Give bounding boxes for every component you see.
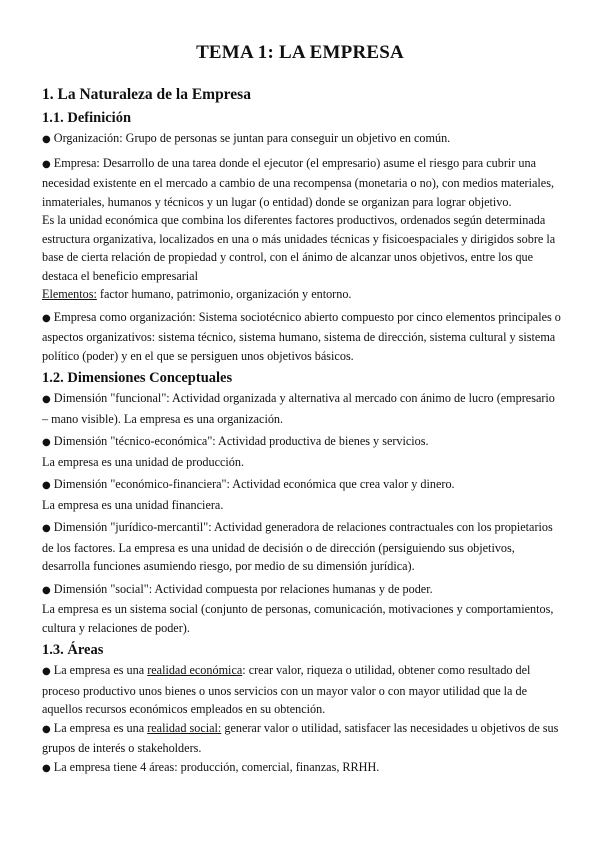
bullet-icon: ●: [42, 523, 51, 534]
section-heading-naturaleza: 1. La Naturaleza de la Empresa: [42, 86, 251, 103]
bullet-icon: ●: [42, 394, 51, 405]
bullet-icon: ●: [42, 134, 51, 145]
bullet-icon: ●: [42, 480, 51, 491]
subsection-heading-dimensiones: 1.2. Dimensiones Conceptuales: [42, 370, 233, 386]
paragraph-dimension-financiera: ● Dimensión "económico-financiera": Actividad económica que crea valor y dinero.: [42, 477, 455, 491]
bullet-icon: ●: [42, 158, 51, 170]
bullet-icon: ●: [42, 584, 51, 596]
realidad-economica-term: realidad económica: [147, 663, 243, 677]
bullet-icon: ●: [42, 437, 51, 448]
bullet-icon: ●: [42, 312, 51, 324]
paragraph-sistema-social: La empresa es un sistema social (conjunto de personas, comunicación, motivaciones y comportamientos, cultura y relaciones de poder).: [42, 602, 554, 635]
paragraph-dimension-funcional: ● Dimensión "funcional": Actividad organizada y alternativa al mercado con ánimo de lucro (empresario – mano visible). La empresa es una organización.: [42, 391, 555, 426]
paragraph-unidad-financiera: La empresa es una unidad financiera.: [42, 497, 224, 512]
paragraph-realidad-social: ● La empresa es una realidad social: generar valor o utilidad, satisfacer las necesidades u objetivos de sus grupos de interés o stakeholders.: [42, 720, 559, 755]
subsection-heading-areas: 1.3. Áreas: [42, 642, 104, 658]
paragraph-empresa-organizacion: ● Empresa como organización: Sistema sociotécnico abierto compuesto por cinco elementos principales o aspectos organizativos: sistema técnico, sistema humano, sistema de dirección, sistema cultural y sistema político (poder) y en el que se persiguen unos objetivos básicos.: [42, 309, 561, 363]
paragraph-dimension-social: ● Dimensión "social": Actividad compuesta por relaciones humanas y de poder.: [42, 581, 433, 596]
bullet-icon: ●: [42, 762, 51, 774]
paragraph-unidad-economica: Es la unidad económica que combina los diferentes factores productivos, ordenados según determinada estructura organizativa, localizados en una o más unidades técnicas y fisicoespaciales y dirigidos sobre la base de cierta relación de propiedad y control, con el ánimo de alcanzar unos objetivos, entre los que destaca el beneficio empresarial: [42, 213, 556, 283]
paragraph-organizacion: ● Organización: Grupo de personas se juntan para conseguir un objetivo en común.: [42, 131, 451, 145]
bullet-icon: ●: [42, 666, 51, 677]
paragraph-dimension-juridica: ● Dimensión "jurídico-mercantil": Actividad generadora de relaciones contractuales con los propietarios de los factores. La empresa es una unidad de decisión o de dirección (persiguiendo sus objetivos, desarrolla funciones asumiendo riesgo, por medio de su dimensión jurídica).: [42, 520, 553, 573]
paragraph-areas: ● La empresa tiene 4 áreas: producción, comercial, finanzas, RRHH.: [42, 759, 380, 774]
elementos-label: Elementos:: [42, 287, 97, 301]
paragraph-elementos: Elementos: factor humano, patrimonio, organización y entorno.: [42, 287, 352, 301]
subsection-heading-definicion: 1.1. Definición: [42, 110, 132, 126]
paragraph-realidad-economica: ● La empresa es una realidad económica: crear valor, riqueza o utilidad, obtener como resultado del proceso productivo unos bienes o unos servicios con un mayor valor o con mayor utilidad que la de aquellos recursos económicos empleados en su obtención.: [42, 663, 531, 716]
document-body: [42, 86, 564, 778]
bullet-icon: ●: [42, 723, 51, 735]
paragraph-empresa: ● Empresa: Desarrollo de una tarea donde el ejecutor (el empresario) asume el riesgo para cubrir una necesidad existente en el mercado a cambio de una recompensa (monetaria o no), con medios materiales, inmateriales, humanos y técnicos y un lugar (o entidad) donde se organizan para lograr objetivo.: [42, 155, 554, 209]
paragraph-unidad-produccion: La empresa es una unidad de producción.: [42, 454, 245, 469]
document-title: TEMA 1: LA EMPRESA: [196, 42, 404, 63]
paragraph-dimension-tecnico: ● Dimensión "técnico-económica": Actividad productiva de bienes y servicios.: [42, 434, 429, 448]
realidad-social-term: realidad social:: [147, 720, 222, 735]
